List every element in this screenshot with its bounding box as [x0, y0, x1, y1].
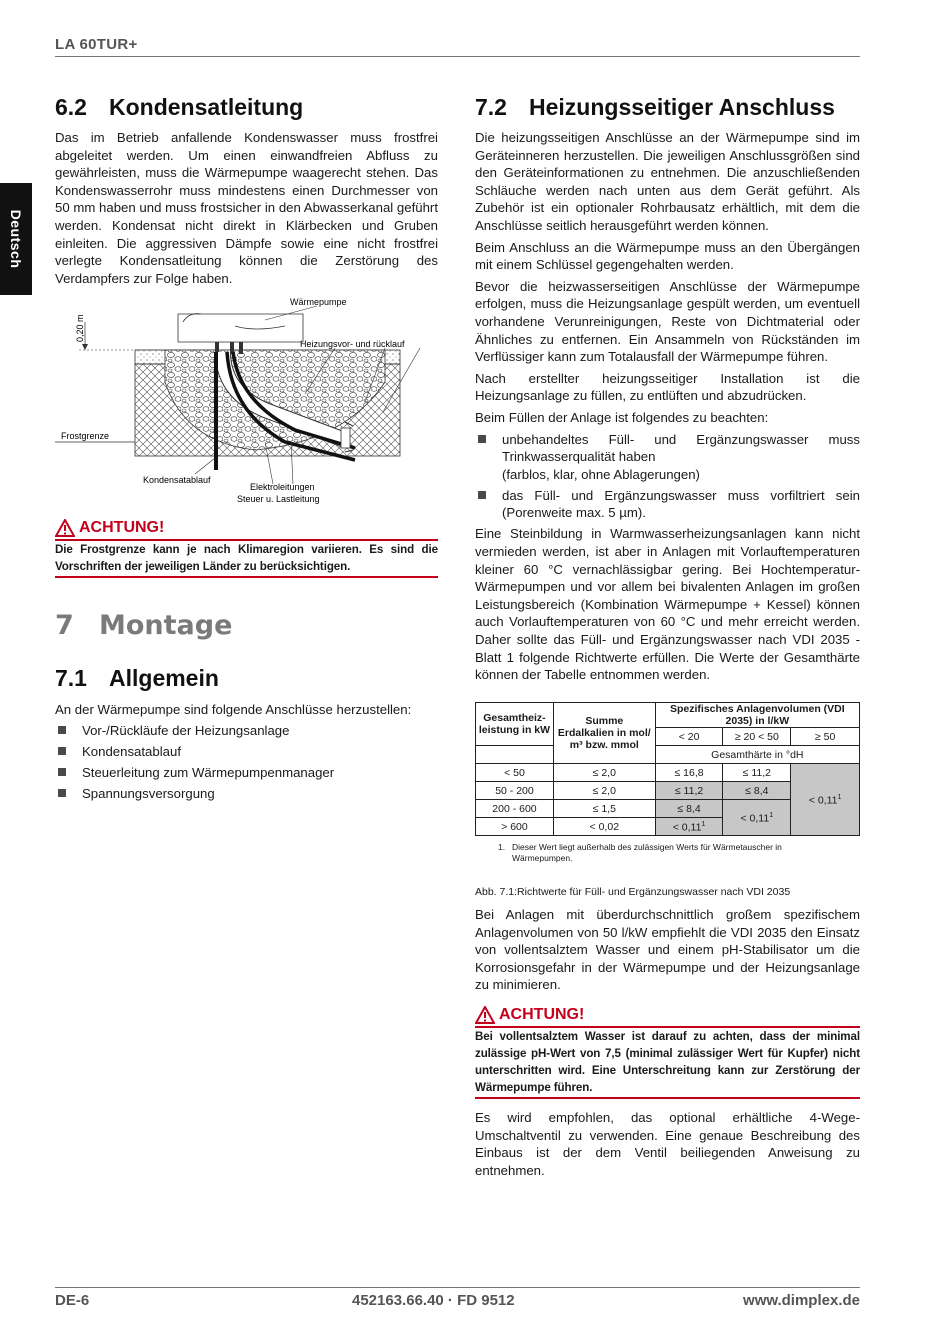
figure-caption: Abb. 7.1:Richtwerte für Füll- und Ergänzungswasser nach VDI 2035: [475, 886, 791, 898]
paragraph: Beim Füllen der Anlage ist folgendes zu beachten:: [475, 409, 769, 425]
chapter-title: Montage: [99, 610, 233, 641]
paragraph-final: Es wird empfohlen, das optional erhältliche 4-Wege-Umschaltventil zu verwenden. Eine genaue Beschreibung des Einbaus ist der dem Ventil beiliegenden Anweisung zu entnehmen.: [475, 1110, 860, 1178]
warning-1-heading: [55, 519, 164, 537]
section-number: 7.1: [55, 665, 87, 691]
list-item: Spannungsversorgung: [55, 785, 438, 803]
chapter-7-heading: [55, 610, 232, 641]
label-elektroleitungen: Elektroleitungen: [250, 482, 315, 492]
footnote-mark: 1: [769, 812, 774, 820]
section-title: Heizungsseitiger Anschluss: [529, 94, 835, 120]
chapter-number: 7: [55, 610, 74, 641]
header-spezifisch: Spezifisches Anlagenvolumen (VDI 2035) in l/kW: [655, 703, 859, 728]
paragraph: Die heizungsseitigen Anschlüsse an der Wärmepumpe sind im Geräteinneren herzustellen. Die jeweiligen Anschlussgrößen sind den Geräteinformationen zu entnehmen. Die anzuschließenden Schläuche werden nach unten aus dem Gerät geführt. Als Zubehör ist ein optionaler Rohrbausatz erhältlich, mit dem die Anschlüsse seitlich herausgeführt werden können.: [475, 130, 860, 233]
table-cell: [655, 818, 723, 836]
header-model: LA 60TUR+: [55, 36, 138, 53]
warning-1-bottom-rule: [55, 576, 438, 578]
header-haerte: Gesamthärte in °dH: [655, 746, 859, 764]
section-7-1-intro: An der Wärmepumpe sind folgende Anschlüsse herzustellen:: [55, 702, 412, 717]
bullet-text: unbehandeltes Füll- und Ergänzungswasser muss Trinkwasserqualität haben: [502, 431, 860, 465]
language-tab: [0, 183, 32, 295]
bullet-subtext: (farblos, klar, ohne Ablagerungen): [502, 466, 700, 482]
warning-1-title: ACHTUNG!: [79, 519, 165, 536]
warning-2-title: ACHTUNG!: [499, 1006, 585, 1023]
section-6-2-text: Das im Betrieb anfallende Kondenswasser muss frostfrei abgeleitet werden. Um einen einwandfreien Abfluss zu gewährleisten, muss die Wärmepumpe waagerecht stehen. Das Kondenswasserrohr muss mindestens einen Durchmesser von 50 mm haben und muss frostsicher in den Abwasserkanal geführt werden. Kondensat nicht direkt in Klärbecken und Gruben einleiten. Die aggressiven Dämpfe sowie eine nicht frostfrei verlegte Kondensatleitung können die Zerstörung des Verdampfers zur Folge haben.: [55, 130, 438, 286]
table-cell-merged: [723, 800, 791, 836]
label-waermepumpe: Wärmepumpe: [290, 297, 347, 307]
vdi-2035-table: [475, 702, 860, 836]
cell-value: < 0,11: [672, 821, 702, 834]
language-tab-label: Deutsch: [8, 209, 24, 269]
table-footnote: [498, 842, 843, 864]
label-steuerleitung: Steuer u. Lastleitung: [237, 494, 320, 504]
footer-website: www.dimplex.de: [743, 1292, 860, 1309]
table-cell: ≤ 8,4: [723, 782, 791, 800]
table-cell: < 50: [476, 764, 554, 782]
section-7-2-heading: [475, 94, 860, 121]
header-leistung-spacer: [476, 746, 554, 764]
header-col-3: ≥ 50: [791, 728, 860, 746]
table-cell: 50 - 200: [476, 782, 554, 800]
table-cell: ≤ 16,8: [655, 764, 723, 782]
label-kondensatablauf: Kondensatablauf: [143, 475, 211, 485]
footer-rule: [55, 1287, 860, 1288]
footnote-mark: 1: [837, 794, 842, 802]
table-cell: ≤ 1,5: [553, 800, 655, 818]
paragraph: Eine Steinbildung in Warmwasserheizungsanlagen kann nicht vermieden werden, ist aber in Anlagen mit Vorlauftemperaturen kleiner 60 °C vernachlässigbar gering. Bei Hochtemperatur-Wärmepumpen und vor allem bei bivalenten Anlagen im großen Leistungsbereich (Kombination Wärmepumpe + Kessel) können auch Vorlauftemperaturen von 60 °C und mehr erreicht werden. Daher sollte das Füll- und Ergänzungswasser nach VDI 2035 - Blatt 1 folgende Richtwerte erfüllen. Die Werte der Gesamthärte können der Tabelle entnommen werden.: [475, 526, 860, 683]
table-cell: ≤ 11,2: [723, 764, 791, 782]
table-cell: ≤ 2,0: [553, 764, 655, 782]
paragraph: Bevor die heizwasserseitigen Anschlüsse der Wärmepumpe erfolgen, muss die Heizungsanlage gespült werden, um eventuell vorhandene Verunreinigungen, Reste von Dichtmaterial oder Ähnliches zu entfernen. Ein Ansammeln von Rückständen im Verflüssiger kann zum Totalausfall der Wärmepumpe führen.: [475, 278, 860, 365]
list-item: Vor-/Rückläufe der Heizungsanlage: [55, 722, 438, 740]
header-summe: Summe Erdalkalien in mol/ m³ bzw. mmol: [553, 703, 655, 764]
cell-value: < 0,11: [808, 794, 838, 807]
label-frostgrenze: Frostgrenze: [61, 431, 110, 441]
footnote-text: Dieser Wert liegt außerhalb des zulässigen Werts für Wärmetauscher in Wärmepumpen.: [512, 842, 782, 863]
table-cell: ≤ 2,0: [553, 782, 655, 800]
section-6-2-heading: [55, 94, 438, 121]
connections-list: [55, 722, 438, 806]
footnote-number: 1.: [498, 842, 506, 852]
paragraph-after-table: Bei Anlagen mit überdurchschnittlich großem spezifischem Anlagenvolumen von 50 l/kW empfiehlt die VDI 2035 den Einsatz von vollentsalztem Wasser und einem pH-Stabilisator um die Korrosionsgefahr in der Wärmepumpe und der Heizungsanlage zu minimieren.: [475, 907, 860, 993]
list-item: [475, 431, 860, 484]
footer-doc-number: 452163.66.40 · FD 9512: [352, 1292, 515, 1309]
footnote-mark: 1: [701, 821, 706, 829]
header-leistung: Gesamtheiz-leistung in kW: [476, 703, 554, 746]
list-item: Steuerleitung zum Wärmepumpenmanager: [55, 764, 438, 782]
section-7-2-body: [475, 129, 860, 684]
table-row: [476, 764, 860, 782]
list-item: das Füll- und Ergänzungswasser muss vorfiltriert sein (Porenweite max. 5 µm).: [475, 487, 860, 522]
header-rule: [55, 56, 860, 57]
warning-2-text: Bei vollentsalztem Wasser ist darauf zu achten, dass der minimal zulässige pH-Wert von 7,5 (minimal zulässiger Wert für Kupfer) nicht unterschritten wird. Eine Unterschreitung kann zur Zerstörung der Wärmepumpe führen.: [475, 1030, 860, 1094]
section-number: 7.2: [475, 94, 507, 120]
footer-page-number: DE-6: [55, 1292, 90, 1309]
section-title: Kondensatleitung: [109, 94, 304, 120]
warning-icon: [55, 519, 75, 537]
warning-1-text: Die Frostgrenze kann je nach Klimaregion variieren. Es sind die Vorschriften der jeweiligen Länder zu berücksichtigen.: [55, 543, 438, 573]
table-cell: > 600: [476, 818, 554, 836]
condensate-diagram: [55, 292, 438, 510]
filling-rules-list: [475, 431, 860, 522]
header-col-1: < 20: [655, 728, 723, 746]
warning-icon: [475, 1006, 495, 1024]
section-title: Allgemein: [109, 665, 219, 691]
section-7-1-heading: [55, 665, 438, 692]
paragraph: Nach erstellter heizungsseitiger Installation ist die Heizungsanlage zu füllen, zu entlüften und abzudrücken.: [475, 370, 860, 404]
table-cell: 200 - 600: [476, 800, 554, 818]
paragraph: Beim Anschluss an die Wärmepumpe muss an den Übergängen mit einem Schlüssel gegengehalten werden.: [475, 239, 860, 273]
section-number: 6.2: [55, 94, 87, 120]
table-cell-merged: [791, 764, 860, 836]
table-cell: ≤ 11,2: [655, 782, 723, 800]
cell-value: < 0,11: [740, 812, 770, 825]
warning-2-heading: [475, 1006, 584, 1024]
header-col-2: ≥ 20 < 50: [723, 728, 791, 746]
label-depth: 0,20 m: [75, 314, 85, 342]
list-item: Kondensatablauf: [55, 743, 438, 761]
label-heizung: Heizungsvor- und rücklauf: [300, 339, 405, 349]
table-cell: ≤ 8,4: [655, 800, 723, 818]
warning-2-bottom-rule: [475, 1097, 860, 1099]
table-cell: < 0,02: [553, 818, 655, 836]
